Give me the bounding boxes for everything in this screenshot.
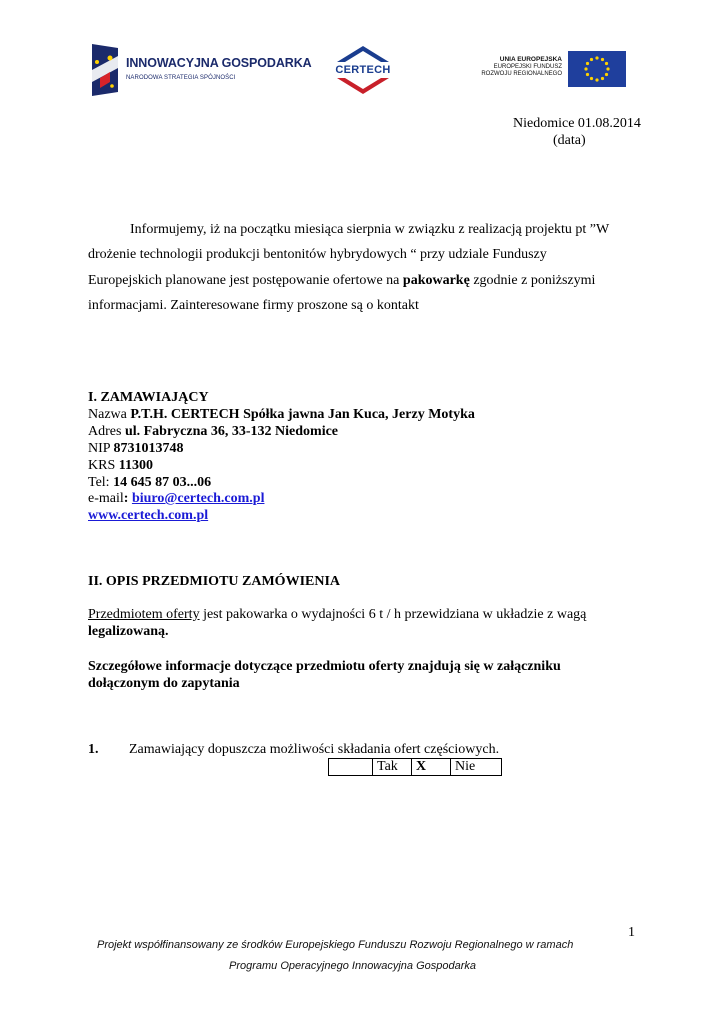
innowacyjna-title: INNOWACYJNA GOSPODARKA (126, 56, 312, 70)
website-link[interactable]: www.certech.com.pl (88, 508, 209, 523)
intro-line-3-pre: Europejskich planowane jest postępowanie ofertowe na (88, 273, 403, 288)
email-link[interactable]: biuro@certech.com.pl (131, 491, 265, 506)
eu-flag-icon (568, 51, 626, 87)
table-cell-empty (329, 759, 373, 776)
subject-bold-line: legalizowaną. (88, 624, 169, 639)
ordering-address-row: Adres ul. Fabryczna 36, 33-132 Niedomice (88, 424, 339, 439)
ordering-krs-row: KRS 11300 (88, 458, 153, 473)
innowacyjna-flag-icon (88, 42, 122, 98)
ordering-tel-row: Tel: 14 645 87 03...06 (88, 475, 212, 490)
ordering-nip: 8731013748 (113, 441, 184, 456)
ordering-email-row: e-mail: biuro@certech.com.pl (88, 491, 265, 506)
ordering-nip-row: NIP 8731013748 (88, 441, 184, 456)
page-number: 1 (628, 925, 635, 940)
ordering-address: ul. Fabryczna 36, 33-132 Niedomice (124, 424, 339, 439)
footer-line-1: Projekt współfinansowany ze środków Europejskiego Funduszu Rozwoju Regionalnego w ramach (97, 939, 574, 951)
eu-fund-text (468, 56, 562, 79)
www-row (88, 507, 208, 524)
innowacyjna-subtitle: NARODOWA STRATEGIA SPÓJNOŚCI (126, 75, 236, 81)
point-1-text: Zamawiający dopuszcza możliwości składania ofert częściowych. (129, 742, 500, 757)
details-line-1: Szczegółowe informacje dotyczące przedmiotu oferty znajdują się w załączniku (88, 659, 561, 674)
eu-line-1: UNIA EUROPEJSKA (499, 56, 562, 63)
table-cell-yes: Tak (373, 759, 412, 776)
eu-line-3: ROZWOJU REGIONALNEGO (481, 71, 562, 77)
partial-offers-table (328, 758, 502, 776)
intro-line-4: informacjami. Zainteresowane firmy proszone są o kontakt (88, 298, 419, 313)
ordering-tel: 14 645 87 03...06 (113, 475, 212, 490)
footer-line-2: Programu Operacyjnego Innowacyjna Gospodarka (229, 960, 477, 972)
ordering-heading: I. ZAMAWIAJĄCY (88, 390, 209, 405)
eu-fund-logo (468, 48, 630, 90)
point-1-number: 1. (88, 742, 99, 757)
intro-line-1: Informujemy, iż na początku miesiąca sierpnia w związku z realizacją projektu pt ”W (130, 222, 610, 237)
intro-bold-word: pakowarkę (402, 273, 470, 288)
intro-line-3 (88, 272, 595, 289)
subject-underlined: Przedmiotem oferty (88, 607, 200, 622)
certech-wordmark: CERTECH (335, 64, 391, 76)
ordering-name: P.T.H. CERTECH Spółka jawna Jan Kuca, Jerzy Motyka (130, 407, 475, 422)
subject-line: Przedmiotem oferty jest pakowarka o wydajności 6 t / h przewidziana w układzie z wagą (88, 607, 587, 622)
intro-line-2: drożenie technologii produkcji bentonitów hybrydowych “ przy udziale Funduszy (88, 247, 547, 262)
table-row (329, 759, 502, 776)
innowacyjna-gospodarka-logo (88, 42, 312, 98)
intro-line-3-post: zgodnie z poniższymi (469, 273, 596, 288)
place-date: Niedomice 01.08.2014 (513, 116, 641, 131)
table-cell-no: Nie (451, 759, 502, 776)
date-label: (data) (553, 133, 586, 148)
certech-logo (329, 44, 397, 96)
eu-line-2: EUROPEJSKI FUNDUSZ (493, 63, 562, 70)
details-line-2: dołączonym do zapytania (88, 676, 240, 691)
table-cell-mark: X (412, 759, 451, 776)
ordering-name-row: Nazwa P.T.H. CERTECH Spółka jawna Jan Kuca, Jerzy Motyka (88, 407, 475, 422)
description-heading: II. OPIS PRZEDMIOTU ZAMÓWIENIA (88, 574, 341, 589)
ordering-krs: 11300 (118, 458, 153, 473)
